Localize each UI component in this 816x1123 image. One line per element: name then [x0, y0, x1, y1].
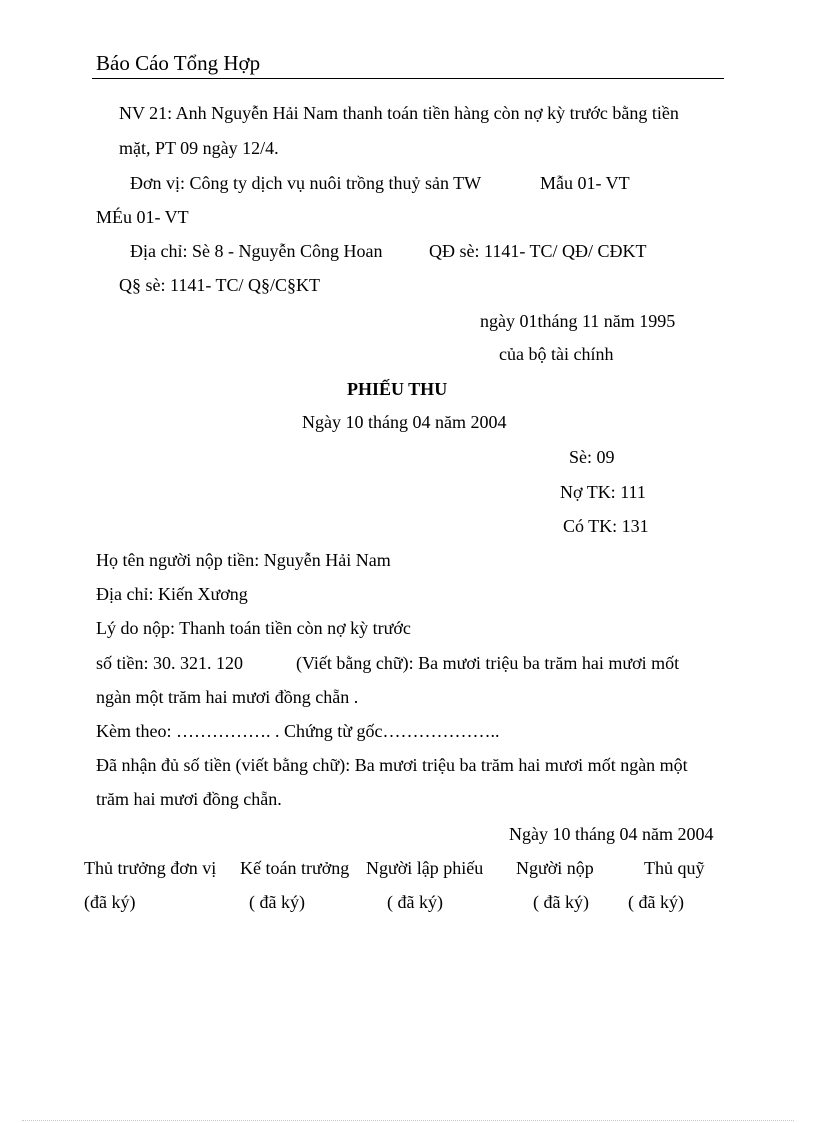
page-bottom-divider	[22, 1120, 794, 1121]
signed-status-preparer: ( đã ký)	[387, 892, 443, 912]
payer-address: Địa chỉ: Kiến Xương	[96, 584, 248, 604]
signed-status-chief-accountant: ( đã ký)	[249, 892, 305, 912]
debit-account: Nợ TK: 111	[560, 482, 646, 502]
signatory-role-payer: Người nộp	[516, 858, 594, 878]
signatory-role-cashier: Thủ quỹ	[644, 858, 705, 878]
signed-status-payer: ( đã ký)	[533, 892, 589, 912]
unit-address: Địa chỉ: Sè 8 - Nguyễn Công Hoan	[130, 241, 383, 261]
payer-name: Họ tên người nộp tiền: Nguyễn Hải Nam	[96, 550, 391, 570]
receipt-title: PHIẾU THU	[347, 379, 448, 399]
amount-figure: số tiền: 30. 321. 120	[96, 653, 243, 673]
signatory-role-head-of-unit: Thủ trưởng đơn vị	[84, 858, 217, 878]
transaction-description-line-1: NV 21: Anh Nguyễn Hải Nam thanh toán tiền hàng còn nợ kỳ trước bằng tiền	[119, 103, 679, 123]
received-amount-line-2: trăm hai mươi đồng chẵn.	[96, 789, 282, 809]
signature-date: Ngày 10 tháng 04 năm 2004	[509, 824, 714, 844]
signatory-role-preparer: Người lập phiếu	[366, 858, 484, 878]
amount-in-words-line-2: ngàn một trăm hai mươi đồng chẵn .	[96, 687, 359, 707]
credit-account: Có TK: 131	[563, 516, 649, 536]
decision-issuer: của bộ tài chính	[499, 344, 614, 364]
report-header-title: Báo Cáo Tổng Hợp	[96, 51, 261, 75]
signed-status-head-of-unit: (đã ký)	[84, 892, 136, 912]
signatory-role-chief-accountant: Kế toán trưởng	[240, 858, 350, 878]
attachments-line: Kèm theo: ……………. . Chứng từ gốc………………..	[96, 721, 500, 741]
received-amount-line-1: Đã nhận đủ số tiền (viết bằng chữ): Ba mươi triệu ba trăm hai mươi mốt ngàn một	[96, 755, 688, 775]
form-template-code: Mẫu 01- VT	[540, 173, 630, 193]
receipt-date: Ngày 10 tháng 04 năm 2004	[302, 412, 507, 432]
header-divider	[92, 78, 724, 79]
unit-name: Đơn vị: Công ty dịch vụ nuôi trồng thuỷ sản TW	[130, 173, 482, 193]
payment-reason: Lý do nộp: Thanh toán tiền còn nợ kỳ trước	[96, 618, 411, 638]
decision-number: QĐ sè: 1141- TC/ QĐ/ CĐKT	[429, 241, 647, 261]
receipt-number: Sè: 09	[569, 447, 615, 467]
decision-number-garbled: Q§ sè: 1141- TC/ Q§/C§KT	[119, 275, 320, 295]
transaction-description-line-2: mặt, PT 09 ngày 12/4.	[119, 138, 279, 158]
signed-status-cashier: ( đã ký)	[628, 892, 684, 912]
form-template-code-garbled: MÉu 01- VT	[96, 207, 189, 227]
amount-in-words-line-1: (Viết bằng chữ): Ba mươi triệu ba trăm hai mươi mốt	[296, 653, 680, 673]
decision-date: ngày 01tháng 11 năm 1995	[480, 311, 676, 331]
